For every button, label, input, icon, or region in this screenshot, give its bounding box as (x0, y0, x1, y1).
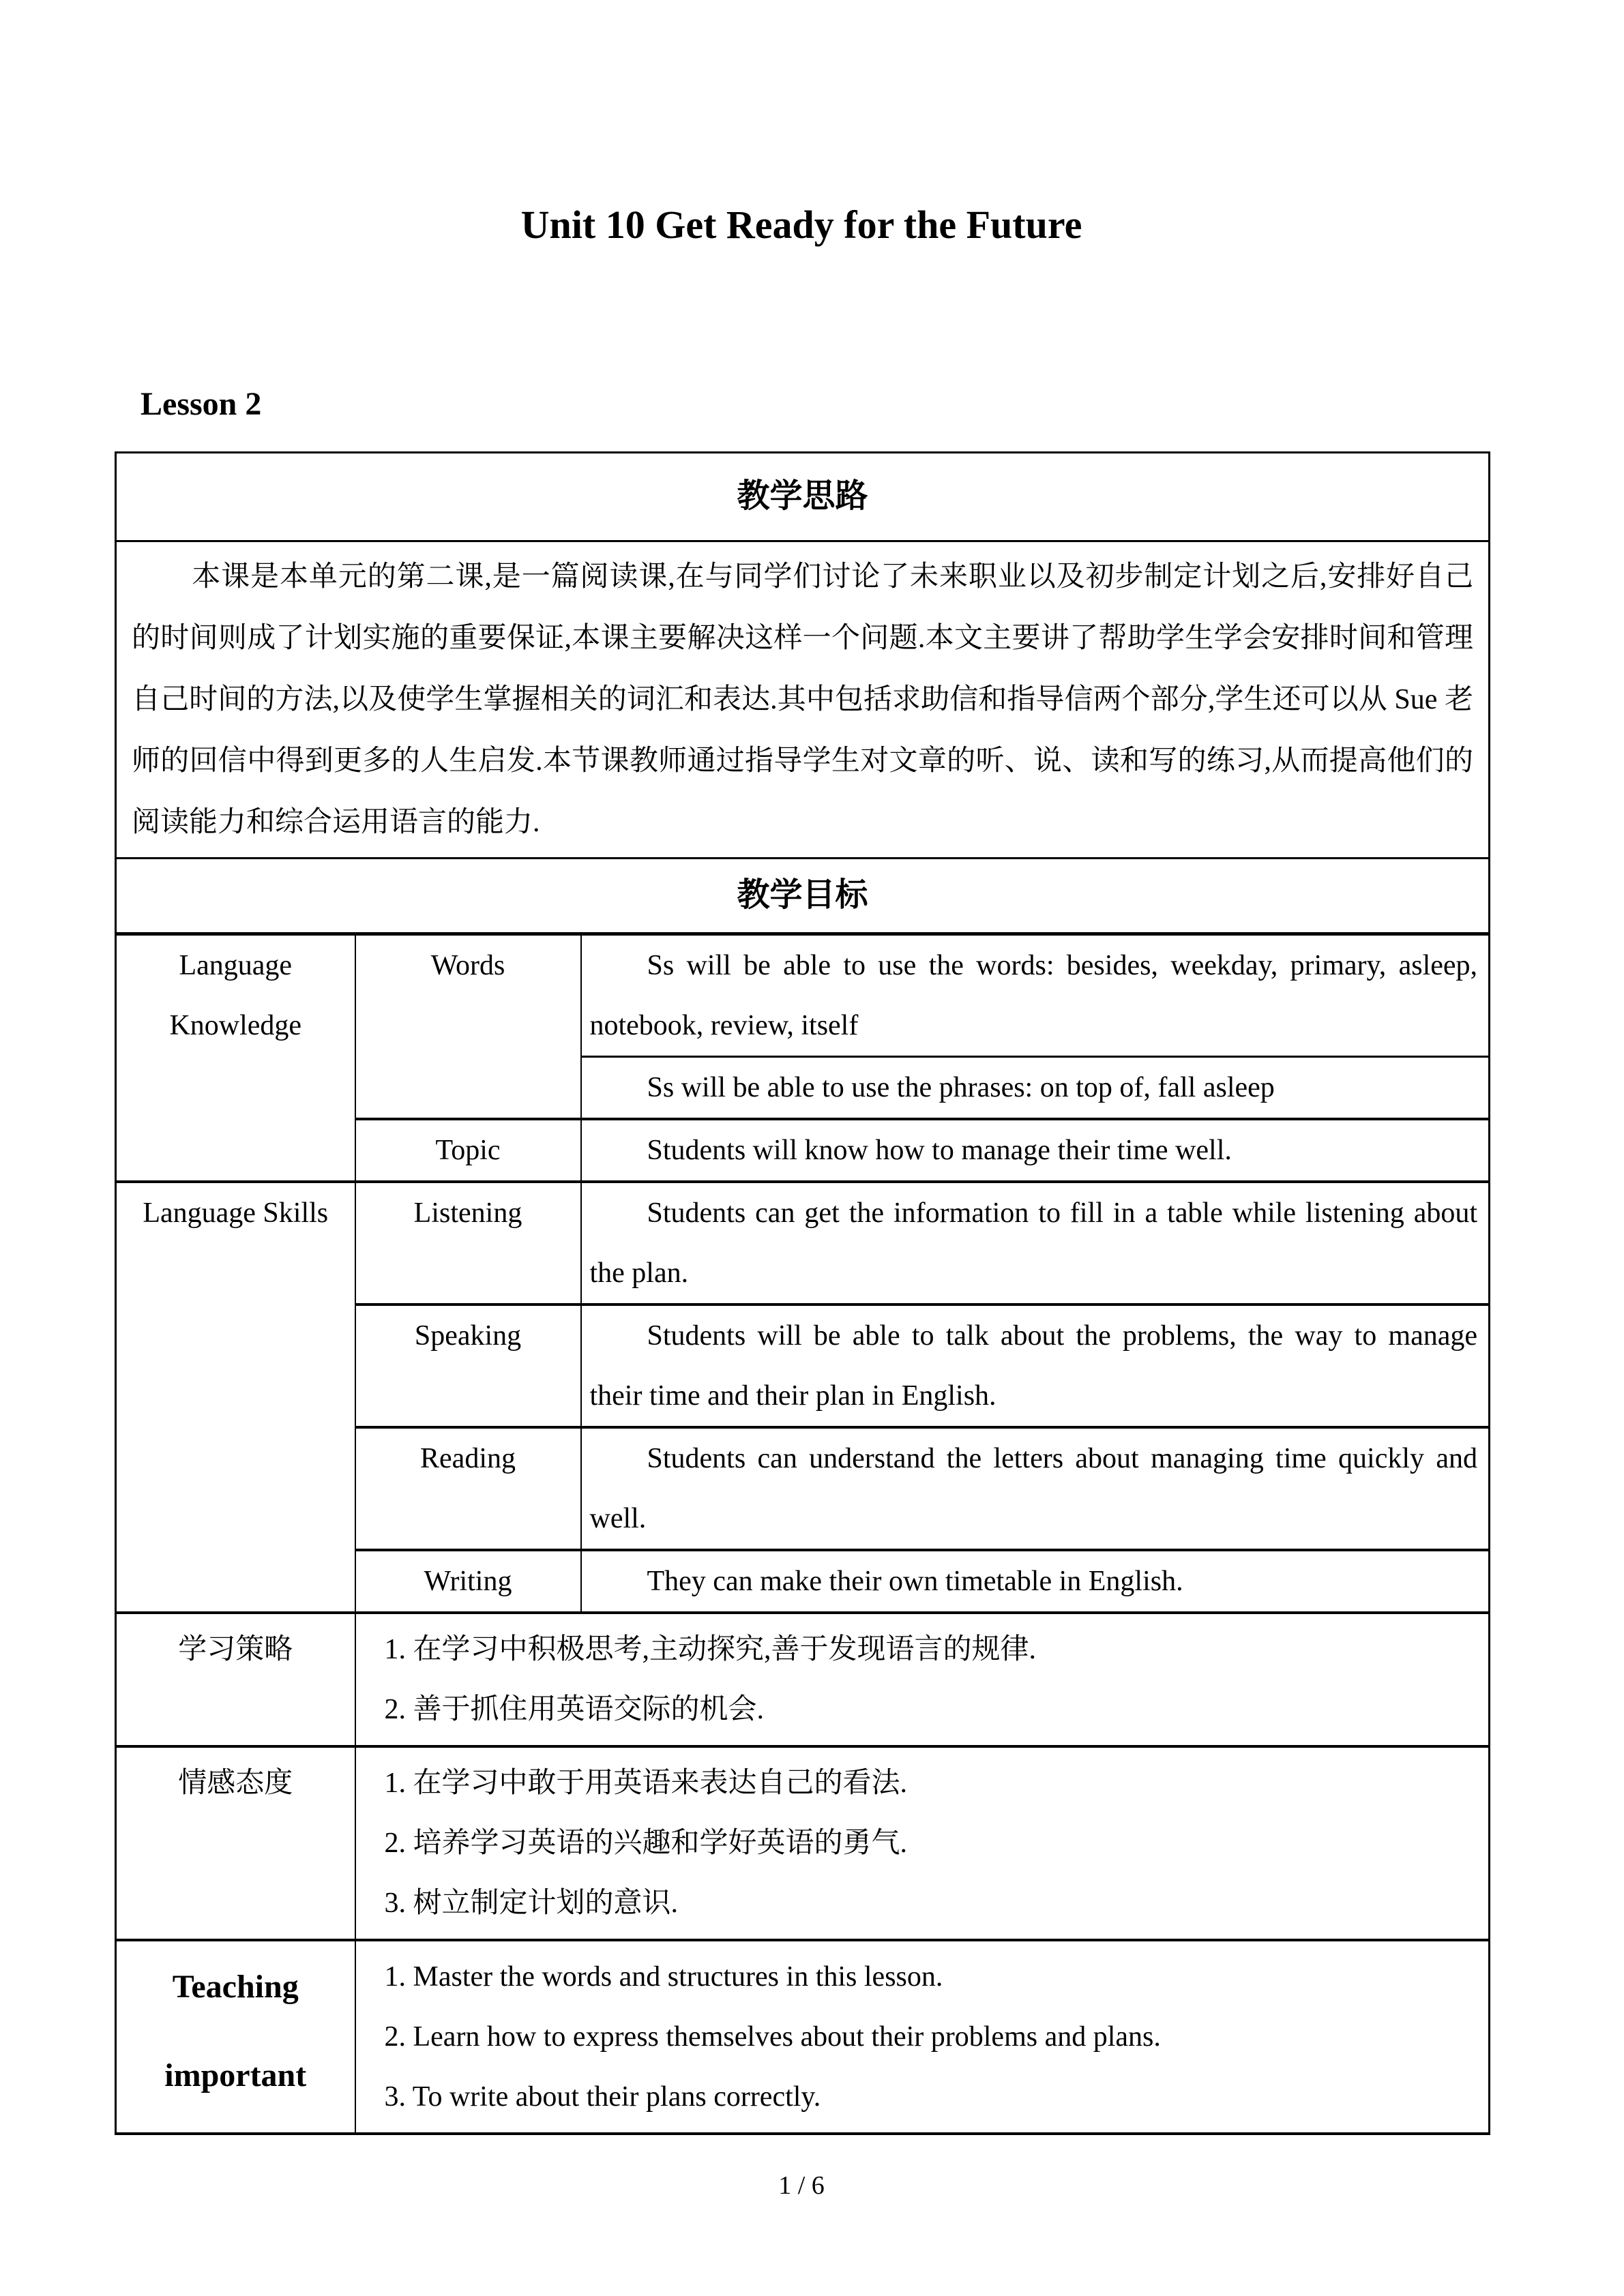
row-label-learning-strategy: 学习策略 (116, 1613, 355, 1746)
table-row-listening (116, 1182, 1490, 1304)
table-row-teaching-objectives-header (116, 858, 1490, 934)
page-number: 1 / 6 (778, 2171, 825, 2200)
lesson-heading: Lesson 2 (141, 385, 262, 422)
list-item: 1. 在学习中敢于用英语来表达自己的看法. (384, 1767, 908, 1799)
row-label-listening: Listening (355, 1182, 581, 1304)
phrases-objective-text: Ss will be able to use the phrases: on top of, fall asleep (581, 1056, 1490, 1119)
row-label-reading: Reading (355, 1427, 581, 1550)
section-header-teaching-approach: 教学思路 (116, 452, 1490, 541)
row-label-topic: Topic (355, 1119, 581, 1182)
reading-objective-text: Students can understand the letters about managing time quickly and well. (581, 1427, 1490, 1550)
list-item: 1. Master the words and structures in this lesson. (384, 1960, 943, 1993)
row-label-language-skills: Language Skills (116, 1182, 355, 1613)
list-item: 2. 善于抓住用英语交际的机会. (384, 1693, 765, 1725)
table-row-emotional-attitude (116, 1746, 1490, 1940)
table-row-teaching-important (116, 1940, 1490, 2134)
lesson-plan-table (115, 451, 1490, 2135)
list-item: 3. To write about their plans correctly. (384, 2081, 821, 2113)
list-item: 1. 在学习中积极思考,主动探究,善于发现语言的规律. (384, 1633, 1037, 1665)
words-objective-text: Ss will be able to use the words: besides, weekday, primary, asleep, notebook, review, itself (581, 934, 1490, 1056)
list-item: 2. Learn how to express themselves about their problems and plans. (384, 2021, 1161, 2053)
topic-objective-text: Students will know how to manage their time well. (581, 1119, 1490, 1182)
row-label-language-knowledge: Language Knowledge (116, 934, 355, 1182)
table-row-teaching-approach-header (116, 452, 1490, 541)
table-row-teaching-approach-body (116, 541, 1490, 858)
listening-objective-text: Students can get the information to fill in a table while listening about the plan. (581, 1182, 1490, 1304)
row-label-writing: Writing (355, 1550, 581, 1613)
row-label-speaking: Speaking (355, 1304, 581, 1427)
table-row-learning-strategy (116, 1613, 1490, 1746)
speaking-objective-text: Students will be able to talk about the problems, the way to manage their time and their plan in English. (581, 1304, 1490, 1427)
table-row-words (116, 934, 1490, 1056)
emotional-attitude-list (355, 1746, 1490, 1940)
row-label-teaching-important: Teaching important (116, 1940, 355, 2134)
teaching-important-list (355, 1940, 1490, 2134)
row-label-emotional-attitude: 情感态度 (116, 1746, 355, 1940)
teaching-approach-paragraph: 本课是本单元的第二课,是一篇阅读课,在与同学们讨论了未来职业以及初步制定计划之后,安排好自己的时间则成了计划实施的重要保证,本课主要解决这样一个问题.本文主要讲了帮助学生学会安排时间和管理自己时间的方法,以及使学生掌握相关的词汇和表达.其中包括求助信和指导信两个部分,学生还可以从 Sue 老师的回信中得到更多的人生启发.本节课教师通过指导学生对文章的听、说、读和写的练习,从而提高他们的阅读能力和综合运用语言的能力. (116, 541, 1490, 858)
document-title: Unit 10 Get Ready for the Future (520, 203, 1082, 247)
learning-strategy-list (355, 1613, 1490, 1746)
list-item: 3. 树立制定计划的意识. (384, 1887, 679, 1919)
row-label-words: Words (355, 934, 581, 1119)
section-header-teaching-objectives: 教学目标 (116, 858, 1490, 934)
writing-objective-text: They can make their own timetable in English. (581, 1550, 1490, 1613)
list-item: 2. 培养学习英语的兴趣和学好英语的勇气. (384, 1827, 908, 1859)
